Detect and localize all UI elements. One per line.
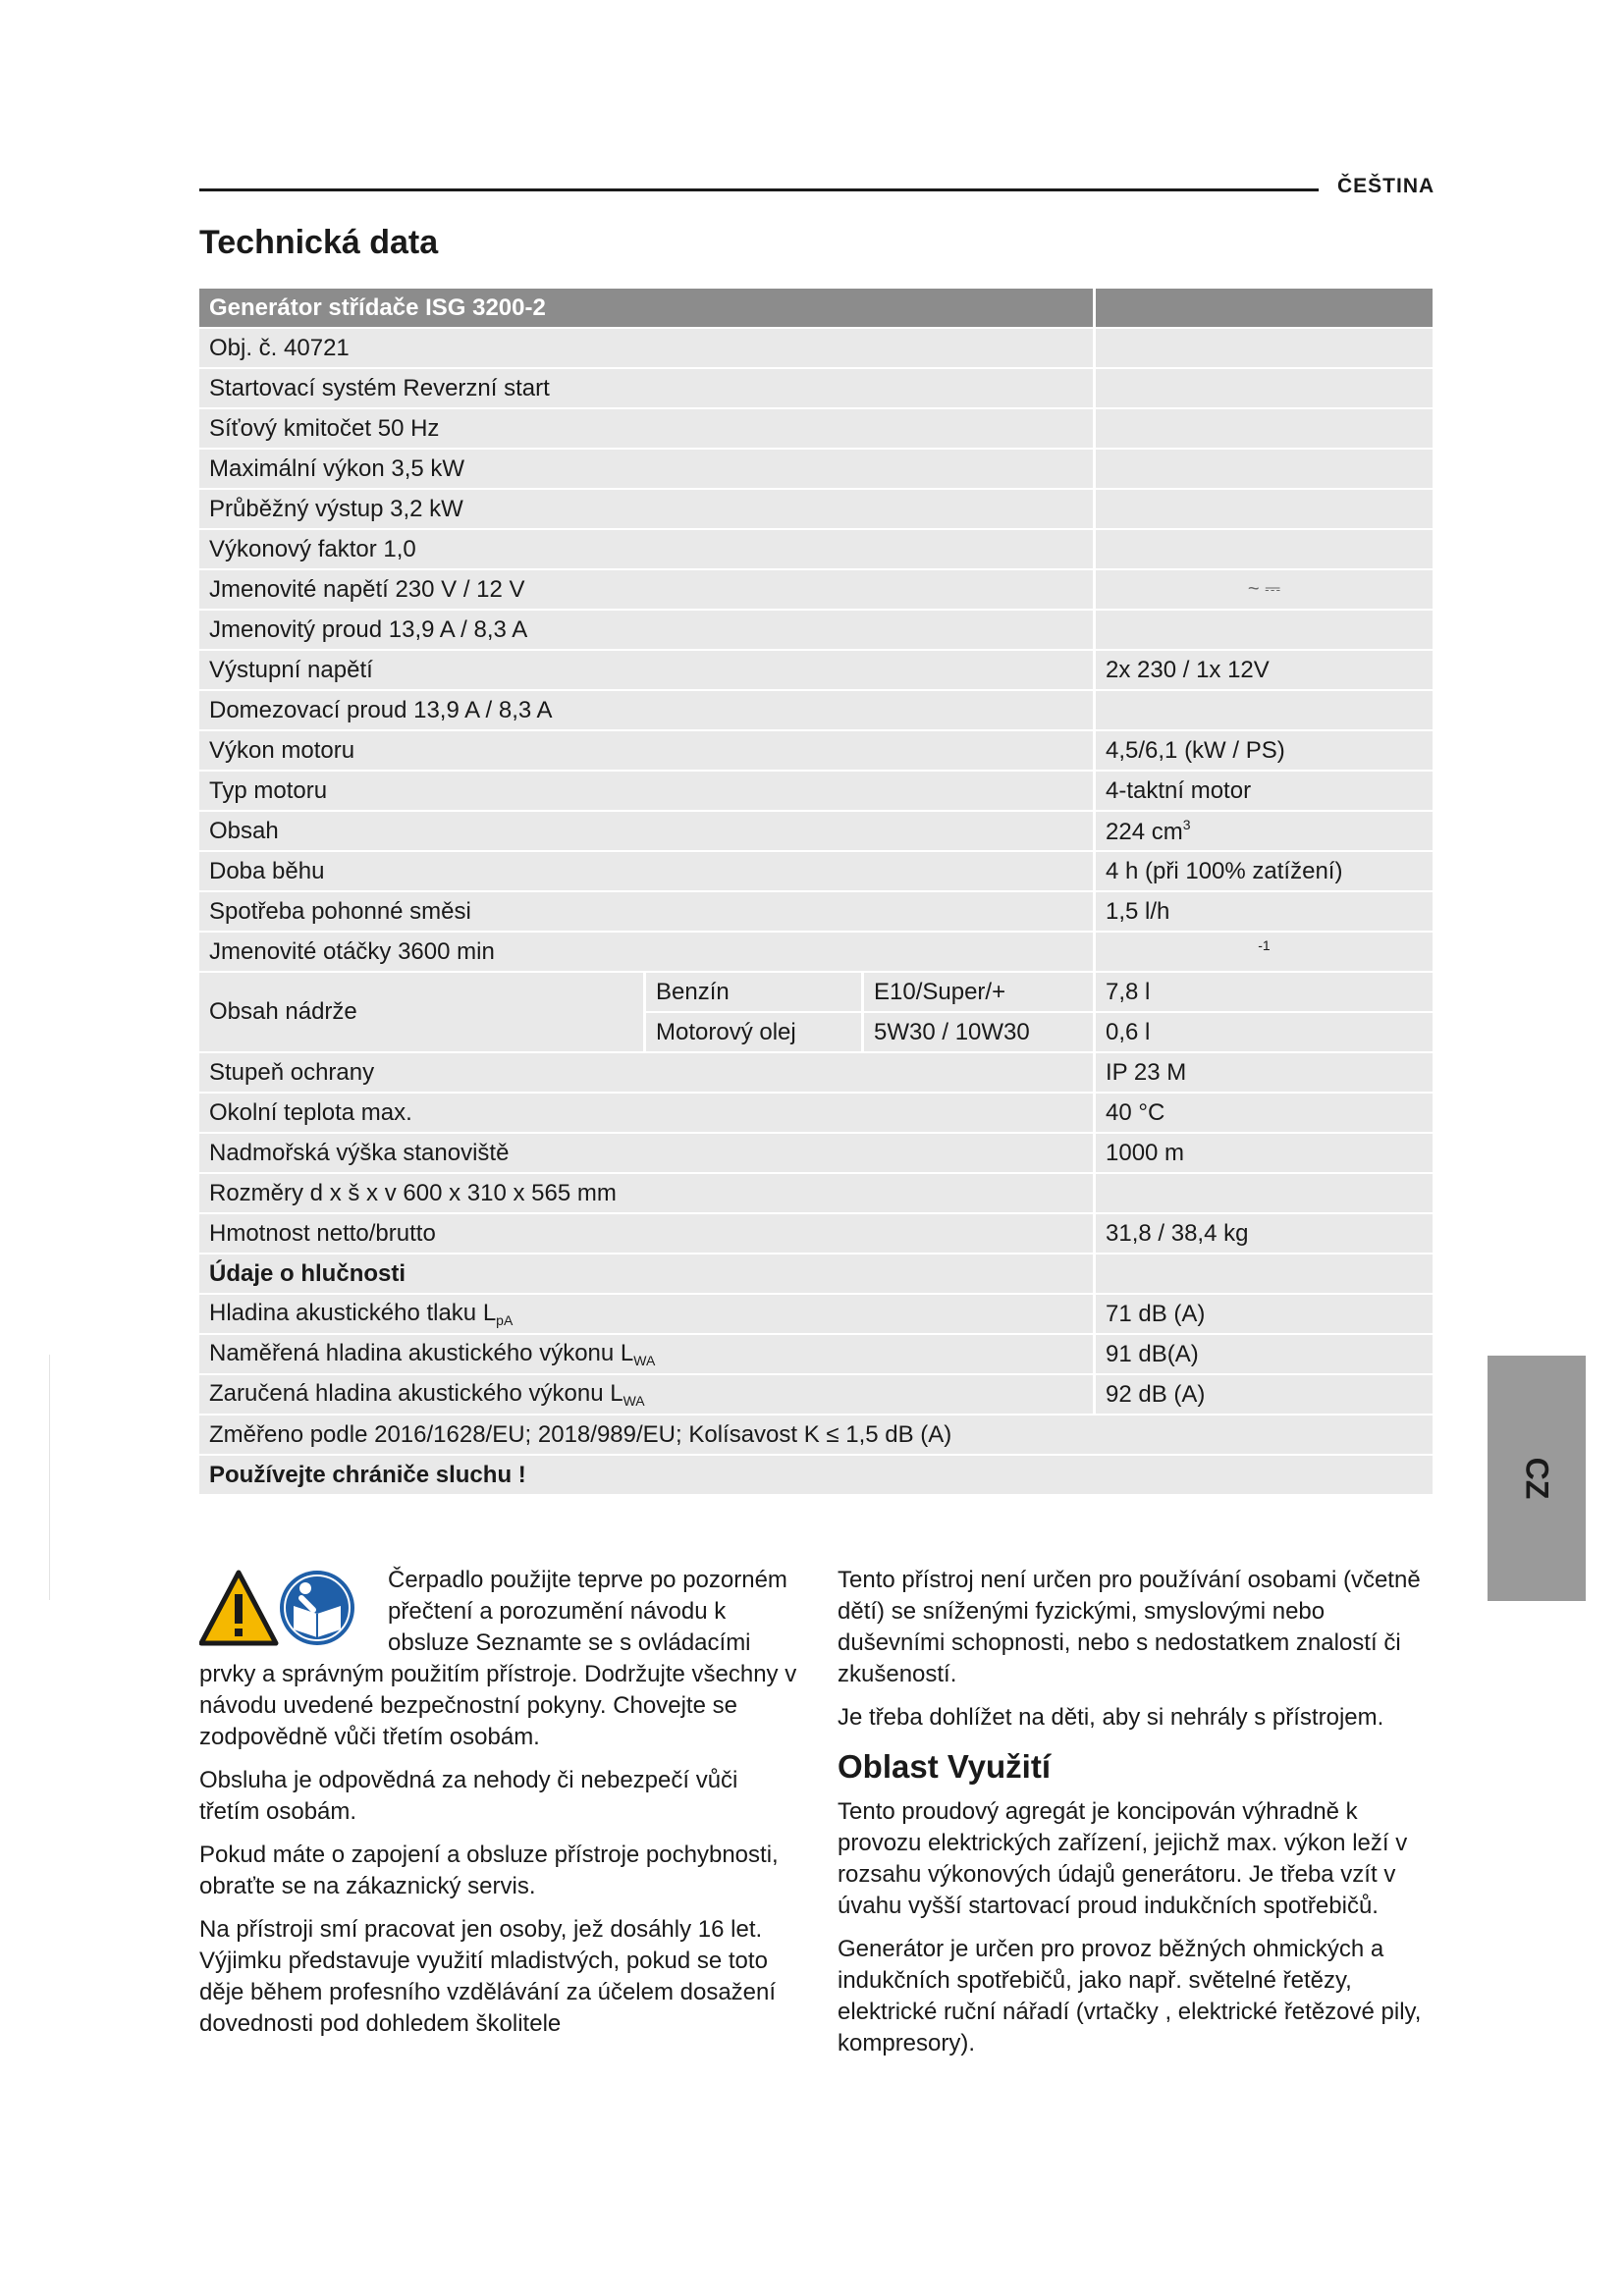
table-row: Motorový olej 5W30 / 10W30 0,6 l — [199, 1013, 1433, 1051]
table-row: Průběžný výstup 3,2 kW — [199, 490, 1433, 528]
margin-line — [49, 1355, 50, 1600]
table-row — [199, 1456, 1433, 1494]
table-row: Stupeň ochrany IP 23 M — [199, 1053, 1433, 1092]
table-row: Spotřeba pohonné směsi 1,5 l/h — [199, 892, 1433, 931]
table-row: Doba běhu 4 h (při 100% zatížení) — [199, 852, 1433, 890]
table-row: Nadmořská výška stanoviště 1000 m — [199, 1134, 1433, 1172]
left-column: Čerpadlo použijte teprve po pozorném přečtení a porozumění návodu k obsluze Seznamte se s ovládacími prvky a správným použitím přístroje. Dodržujte všechny v návodu uvedené bezpečnostní pokyny. Chovejte se zodpovědně vůči třetím osobám. Obsluha je odpovědná za nehody či nebezpečí vůči třetím osobám. Pokud máte o zapojení a obsluze přístroje pochybnosti, obraťte se na zákaznický servis. Na přístroji smí pracovat jen osoby, jež dosáhly 16 let. Výjimku představuje využití mladistvých, pokud se toto děje během profesního vzdělávání za účelem dosažení dovednosti pod dohledem školitele — [199, 1567, 797, 2037]
warning-triangle-icon — [201, 1573, 276, 1643]
side-tab-label: CZ — [1519, 1457, 1555, 1500]
section-heading: Oblast Využití — [838, 1748, 1051, 1785]
table-row: Obj. č. 40721 — [199, 329, 1433, 367]
table-row: Obsah 224 $cm^3$ — [199, 812, 1433, 850]
language-label: ČEŠTINA — [1337, 175, 1435, 197]
table-row: Typ motoru 4-taktní motor — [199, 772, 1433, 810]
table-row: Síťový kmitočet 50 Hz — [199, 409, 1433, 448]
table-row: Obsah nádrže Benzín E10/Super/+ 7,8 l — [199, 973, 1433, 1011]
table-row: Maximální výkon 3,5 kW — [199, 450, 1433, 488]
tank-label: Obsah nádrže — [199, 973, 646, 1051]
ac-dc-symbols: ~ ⎓ — [1096, 570, 1433, 609]
table-row: Výstupní napětí 2x 230 / 1x 12V — [199, 651, 1433, 689]
table-row: Domezovací proud 13,9 A / 8,3 A — [199, 691, 1433, 729]
right-column: Tento přístroj není určen pro používání osobami (včetně dětí) se sníženými fyzickými, smyslovými nebo duševními schopnosti, nebo s nedostatkem znalostí či zkušeností. Je třeba dohlížet na děti, aby si nehrály s přístrojem. Oblast Využití Tento proudový agregát je koncipován výhradně k provozu elektrických zařízení, jejichž max. výkon leží v rozsahu výkonových údajů generátoru. Je třeba vzít v úvahu vyšší startovací proud indukčních spotřebičů. Generátor je určen pro provoz běžných ohmických a indukčních spotřebičů, jako např. světelné řetězy, elektrické ruční nářadí (vrtačky , elektrické řetězové pily, kompresory). — [838, 1565, 1433, 2071]
spec-table — [199, 287, 1433, 1496]
noise-heading: Údaje o hlučnosti — [199, 1255, 1096, 1293]
intro-paragraph: Čerpadlo použijte teprve po pozorném přečtení a porozumění návodu k obsluze Seznamte se s ovládacími prvky a správným použitím přístroje. Dodržujte všechny v návodu uvedené bezpečnostní pokyny. Chovejte se zodpovědně vůči třetím osobám. — [199, 1567, 797, 1750]
table-row — [199, 1255, 1433, 1293]
table-row: Změřeno podle 2016/1628/EU; 2018/989/EU; Kolísavost K ≤ 1,5 dB (A) — [199, 1415, 1433, 1454]
language-side-tab — [1488, 1356, 1586, 1601]
table-header-row — [199, 289, 1433, 327]
table-row: Naměřená hladina akustického výkonu $L_{WA}$ 91 dB(A) — [199, 1335, 1433, 1373]
table-row: Jmenovitý proud 13,9 A / 8,3 A — [199, 611, 1433, 649]
table-row: Startovací systém Reverzní start — [199, 369, 1433, 407]
table-row: Zaručená hladina akustického výkonu $L_{WA}$ 92 dB (A) — [199, 1375, 1433, 1414]
table-row: Rozměry d x š x v 600 x 310 x 565 mm — [199, 1174, 1433, 1212]
hearing-protection-note: Používejte chrániče sluchu ! — [199, 1456, 1433, 1494]
table-row: Výkonový faktor 1,0 — [199, 530, 1433, 568]
table-row: Hladina akustického tlaku $L_{pA}$ 71 dB (A) — [199, 1295, 1433, 1333]
table-row: Okolní teplota max. 40 °C — [199, 1094, 1433, 1132]
table-row: Hmotnost netto/brutto 31,8 / 38,4 kg — [199, 1214, 1433, 1253]
read-manual-icon — [280, 1571, 354, 1645]
table-header-title: Generátor střídače ISG 3200-2 — [199, 289, 1096, 327]
table-row: Jmenovité otáčky 3600 min $^{-1}$ — [199, 933, 1433, 971]
warning-icons — [199, 1567, 376, 1651]
page-title: Technická data — [199, 224, 439, 261]
table-row: Jmenovité napětí 230 V / 12 V ~ ⎓ — [199, 570, 1433, 609]
header-rule — [199, 188, 1319, 191]
table-row: Výkon motoru 4,5/6,1 (kW / PS) — [199, 731, 1433, 770]
